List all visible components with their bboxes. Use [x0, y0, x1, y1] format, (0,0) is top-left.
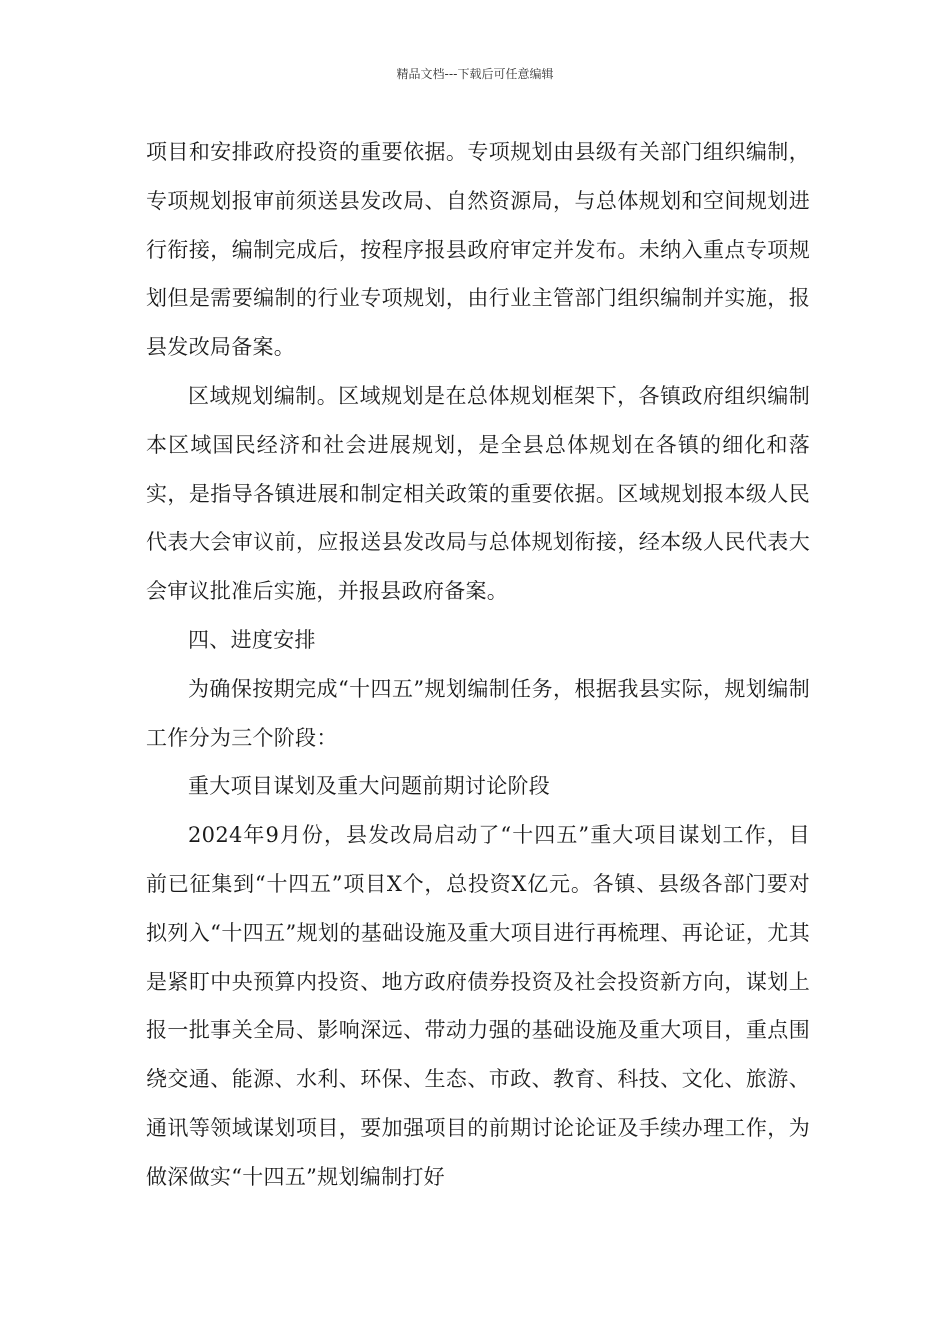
- paragraph-schedule-intro: 为确保按期完成“十四五”规划编制任务，根据我县实际，规划编制工作分为三个阶段：: [146, 676, 810, 750]
- section-heading-schedule: 四、进度安排: [188, 627, 316, 652]
- subheading-major-projects-stage: 重大项目谋划及重大问题前期讨论阶段: [188, 774, 551, 799]
- paragraph-special-plan-continued: 项目和安排政府投资的重要依据。专项规划由县级有关部门组织编制，专项规划报审前须送县发改局、自然资源局，与总体规划和空间规划进行衔接，编制完成后，按程序报县政府审定并发布。未纳入重点专项规划但是需要编制的行业专项规划，由行业主管部门组织编制并实施，报县发改局备案。: [146, 140, 810, 360]
- paragraph-major-projects: 2024年9月份，县发改局启动了“十四五”重大项目谋划工作，目前已征集到“十四五”项目X个，总投资X亿元。各镇、县级各部门要对拟列入“十四五”规划的基础设施及重大项目进行再梳理、再论证，尤其是紧盯中央预算内投资、地方政府债券投资及社会投资新方向，谋划上报一批事关全局、影响深远、带动力强的基础设施及重大项目，重点围绕交通、能源、水利、环保、生态、市政、教育、科技、文化、旅游、通讯等领域谋划项目，要加强项目的前期讨论论证及手续办理工作，为做深做实“十四五”规划编制打好: [146, 823, 810, 1189]
- paragraph-regional-plan: 区域规划编制。区域规划是在总体规划框架下，各镇政府组织编制本区域国民经济和社会进展规划，是全县总体规划在各镇的细化和落实，是指导各镇进展和制定相关政策的重要依据。区域规划报本级人民代表大会审议前，应报送县发改局与总体规划衔接，经本级人民代表大会审议批准后实施，并报县政府备案。: [146, 383, 810, 604]
- document-body: [146, 128, 810, 1202]
- page-header: 精品文档---下载后可任意编辑: [396, 67, 554, 81]
